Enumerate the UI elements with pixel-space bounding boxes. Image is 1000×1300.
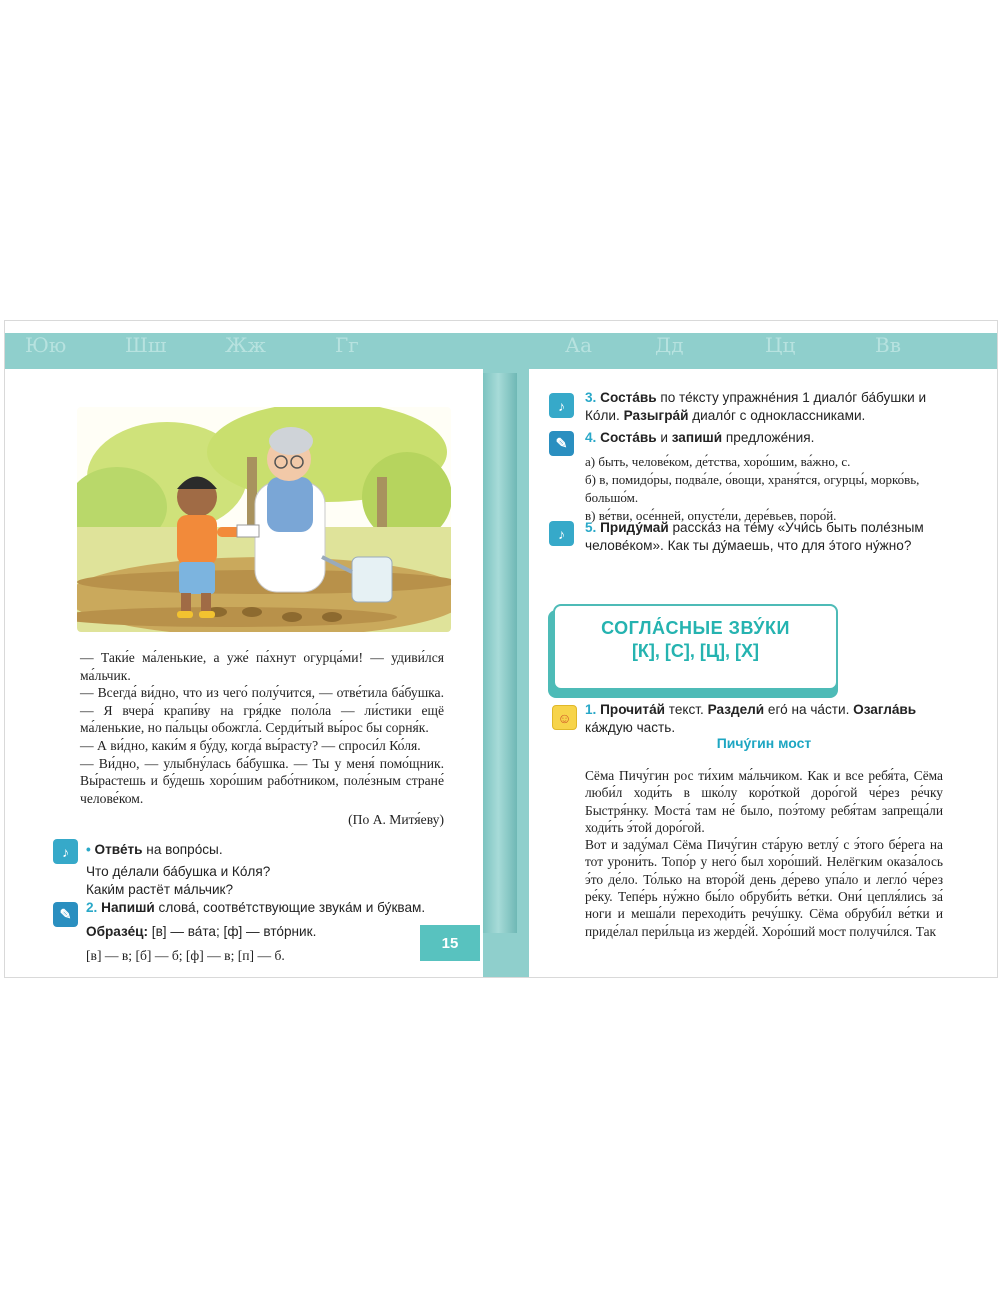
task-2 [86,899,446,965]
task-verb-2: Раздели́ [707,702,765,717]
bullet: • [86,842,91,857]
task-conj: и [656,430,672,445]
task-verb-2: Разыгра́й [623,408,689,423]
story-paragraph: — Ви́дно, — улыбну́лась ба́бушка. — Ты у меня́ помо́щник. Вы́растешь и бу́дешь хоро́шим рабо́тником, поле́зным стране́ челове́ком. [80,755,444,806]
page-15 [5,369,483,978]
task-text: предложе́ния. [722,430,815,445]
task-verb: Отве́ть [94,842,143,857]
doodle-letters: Аа [565,333,593,357]
textbook-spread [4,320,998,978]
story-text-2 [585,767,943,940]
doodle-letters: Юю [25,333,67,357]
heading-line-2: [К], [С], [Ц], [Х] [631,641,760,661]
task-verb-3: Озагла́вь [853,702,917,717]
sample-label: Образе́ц: [86,924,149,939]
task-text: слова́, соотве́тствующие звука́м и бу́квам. [154,900,426,915]
task-verb-2: запиши́ [671,430,723,445]
story-paragraph: — Таки́е ма́ленькие, а уже́ па́хнут огурца́ми! — удиви́лся ма́льчик. [80,650,444,683]
task-answer [86,841,446,899]
task-verb: Приду́май [600,520,669,535]
story-paragraph: — Всегда́ ви́дно, что из чего́ полу́чится, — отве́тила ба́бушка. — Я вчера́ крапи́ву на гря́дке поло́ла — ли́стики ещё ма́ленькие, но па́льцы обожгла́. Серди́тый вы́рос бы сорня́к. [80,685,444,736]
task-text: текст. [665,702,704,717]
task-verb: Соста́вь [600,390,657,405]
task-4c: в) ве́тви, осе́нней, опусте́ли, дере́вьев, поро́й. [585,508,837,523]
page-number-left: 15 [420,925,480,961]
story-paragraph: Вот и заду́мал Сёма Пичу́гин ста́рую ветлу́ с э́того бе́рега на тот урони́ть. Топо́р у него́ был хоро́ший. Нелёгким оказа́лось э́то де́ло. То́лько на второ́й день де́рево упа́ло и легло́ че́рез ре́ку. Тепе́рь ну́жно бы́ло обруби́ть ве́тки. Они́ цепля́лись за́ ноги и меша́ли переходи́ть речу́шку. Сёма обруби́л ве́тки и приде́лал пери́льца из жерде́й. Хоро́ший мост получи́лся. Так [585,837,943,939]
story-text [80,649,444,829]
story-attribution: (По А. Митя́еву) [348,812,444,828]
task-verb: Напиши́ [101,900,155,915]
doodle-letters: Цц [765,333,796,357]
task-text: по те́ксту упражне́ния 1 диало́г ба́бушки и Ко́ли. [585,390,927,423]
task-text-2: диало́г с одноклассниками. [688,408,866,423]
task-4b: б) в, помидо́ры, подва́ле, о́вощи, храня́тся, огурцы́, морко́вь, большо́м. [585,472,920,505]
doodle-letters: Жж [225,333,266,357]
task-number: 2. [86,900,98,915]
letter-pairs: [в] — в; [б] — б; [ф] — в; [п] — б. [86,948,285,963]
task-5 [585,519,943,555]
doodle-letters: Шш [125,333,167,357]
section-heading [553,604,838,690]
story-paragraph: — А ви́дно, каки́м я бу́ду, когда́ вы́расту? — спроси́л Ко́ля. [80,737,421,753]
doodle-letters: Дд [655,333,684,357]
sample-text: [в] — ва́та; [ф] — вто́рник. [148,924,317,939]
task-3 [585,389,943,425]
task-text-2: его́ на ча́сти. [764,702,850,717]
task-1 [585,701,943,737]
task-number: 5. [585,520,597,535]
doodle-letters: Вв [875,333,901,357]
task-verb: Соста́вь [600,430,657,445]
read-icon: ☺ [552,705,577,730]
task-text: на вопро́сы. [142,842,223,857]
story-title: Пичу́гин мост [716,735,812,751]
speak-icon: ♪ [549,393,574,418]
speak-icon: ♪ [549,521,574,546]
task-text: расска́з на те́му «Учи́сь быть поле́зным челове́ком». Как ты ду́маешь, что для э́того ну́жно? [585,520,924,553]
task-4a: а) быть, челове́ком, де́тства, хоро́шим, ва́жно, с. [585,454,851,469]
write-icon: ✎ [53,902,78,927]
illustration-grandma-and-boy [77,407,451,632]
task-number: 3. [585,390,597,405]
heading-line-1: СОГЛА́СНЫЕ ЗВУ́КИ [601,618,790,638]
task-number: 4. [585,430,597,445]
speak-icon: ♪ [53,839,78,864]
task-text-3: ка́ждую часть. [585,720,676,735]
write-icon: ✎ [549,431,574,456]
question-1: Что де́лали ба́бушка и Ко́ля? [86,864,271,879]
story-paragraph: Сёма Пичу́гин рос ти́хим ма́льчиком. Как и все ребя́та, Сёма люби́л ходи́ть в шко́лу коро́ткой доро́гой че́рез ре́чку Быстря́нку. Моста́ там не́ было, поэ́тому ребя́там запреща́ли ходи́ть э́той доро́гой. [585,768,943,835]
question-2: Каки́м растёт ма́льчик? [86,882,234,897]
task-number: 1. [585,702,597,717]
task-verb: Прочита́й [600,702,665,717]
doodle-letters: Гг [335,333,359,357]
task-4 [585,429,943,525]
